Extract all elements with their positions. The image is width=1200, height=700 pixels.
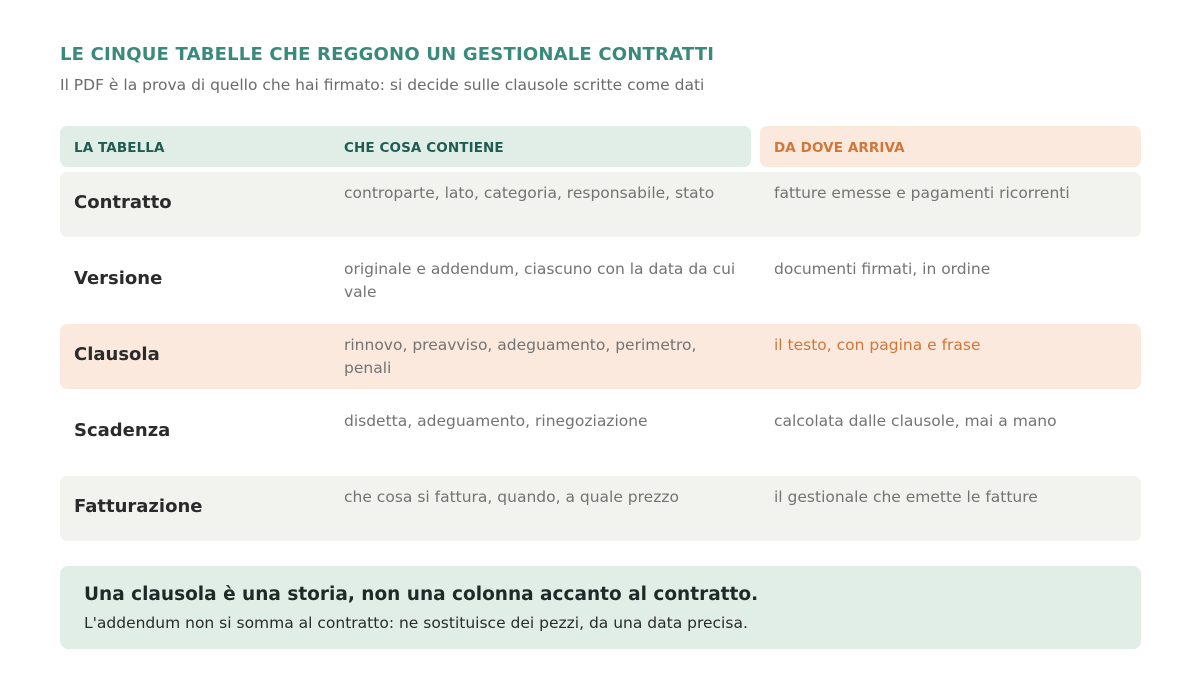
- row-source: fatture emesse e pagamenti ricorrenti: [774, 184, 1070, 202]
- callout-title: Una clausola è una storia, non una colonna accanto al contratto.: [84, 584, 759, 605]
- page: [60, 40, 1141, 632]
- callout-text: L'addendum non si somma al contratto: ne sostituisce dei pezzi, da una data precisa.: [84, 614, 748, 632]
- row-name: Scadenza: [74, 420, 171, 441]
- row-content: rinnovo, preavviso, adeguamento, perimetro, penali: [344, 336, 697, 377]
- row-content: controparte, lato, categoria, responsabile, stato: [344, 184, 715, 202]
- row-name: Contratto: [74, 192, 172, 213]
- column-header-content: CHE COSA CONTIENE: [344, 140, 504, 156]
- row-content: che cosa si fattura, quando, a quale prezzo: [344, 488, 679, 506]
- page-subtitle: Il PDF è la prova di quello che hai firmato: si decide sulle clausole scritte come dati: [60, 76, 705, 94]
- table-row-fatturazione: [60, 476, 1141, 541]
- table-row-scadenza: [60, 400, 1141, 465]
- table-row-contratto: [60, 172, 1141, 237]
- row-source: calcolata dalle clausole, mai a mano: [774, 412, 1057, 430]
- row-name: Clausola: [74, 344, 160, 365]
- row-name: Fatturazione: [74, 496, 203, 517]
- table-row-clausola: [60, 324, 1141, 389]
- tables-table: [60, 126, 1141, 517]
- row-content: disdetta, adeguamento, rinegoziazione: [344, 412, 648, 430]
- row-source: il gestionale che emette le fatture: [774, 488, 1038, 506]
- row-source: documenti firmati, in ordine: [774, 260, 991, 278]
- callout-box: [60, 566, 1141, 649]
- column-header-table: LA TABELLA: [74, 140, 165, 156]
- row-source: il testo, con pagina e frase: [774, 336, 981, 354]
- row-name: Versione: [74, 268, 163, 289]
- table-header: [60, 126, 1141, 167]
- page-title: LE CINQUE TABELLE CHE REGGONO UN GESTIONALE CONTRATTI: [60, 44, 715, 65]
- column-header-source: DA DOVE ARRIVA: [774, 140, 905, 156]
- table-row-versione: [60, 248, 1141, 313]
- row-content: originale e addendum, ciascuno con la data da cui vale: [344, 260, 736, 301]
